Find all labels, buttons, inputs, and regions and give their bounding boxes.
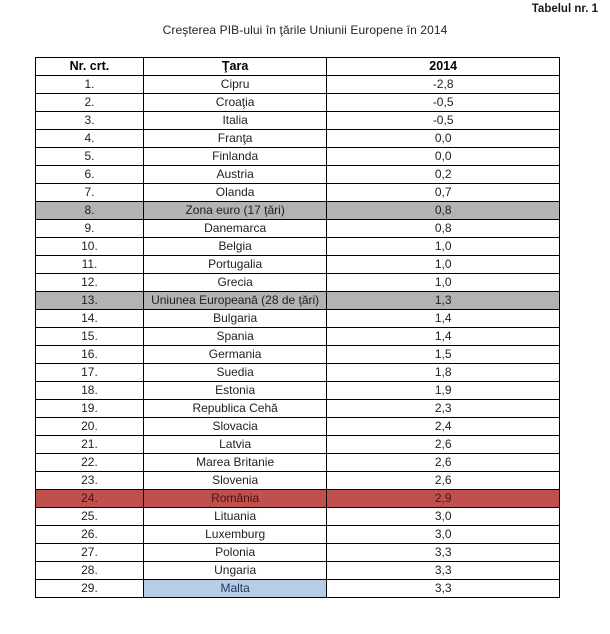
row-number-cell: 7. bbox=[36, 184, 144, 202]
value-cell: 3,3 bbox=[327, 580, 560, 598]
row-number-cell: 16. bbox=[36, 346, 144, 364]
value-cell: 1,9 bbox=[327, 382, 560, 400]
table-row bbox=[36, 292, 560, 310]
value-cell: 1,0 bbox=[327, 256, 560, 274]
table-body bbox=[36, 76, 560, 598]
value-cell: 3,0 bbox=[327, 526, 560, 544]
country-cell: Portugalia bbox=[143, 256, 326, 274]
country-cell: Slovacia bbox=[143, 418, 326, 436]
country-cell: Germania bbox=[143, 346, 326, 364]
table-row bbox=[36, 148, 560, 166]
row-number-cell: 27. bbox=[36, 544, 144, 562]
col-header-nr-crt: Nr. crt. bbox=[36, 58, 144, 76]
value-cell: -0,5 bbox=[327, 112, 560, 130]
country-cell: Marea Britanie bbox=[143, 454, 326, 472]
table-row bbox=[36, 526, 560, 544]
table-row bbox=[36, 76, 560, 94]
value-cell: 1,4 bbox=[327, 310, 560, 328]
table-row bbox=[36, 94, 560, 112]
country-cell: Zona euro (17 ţări) bbox=[143, 202, 326, 220]
country-cell: Finlanda bbox=[143, 148, 326, 166]
value-cell: 3,3 bbox=[327, 562, 560, 580]
value-cell: 0,2 bbox=[327, 166, 560, 184]
table-row bbox=[36, 328, 560, 346]
value-cell: 2,6 bbox=[327, 472, 560, 490]
row-number-cell: 12. bbox=[36, 274, 144, 292]
table-row bbox=[36, 184, 560, 202]
row-number-cell: 15. bbox=[36, 328, 144, 346]
table-row bbox=[36, 400, 560, 418]
row-number-cell: 11. bbox=[36, 256, 144, 274]
table-row bbox=[36, 418, 560, 436]
table-row bbox=[36, 166, 560, 184]
row-number-cell: 21. bbox=[36, 436, 144, 454]
col-header-country: Ţara bbox=[143, 58, 326, 76]
table-row bbox=[36, 238, 560, 256]
table-row bbox=[36, 472, 560, 490]
table-header-row bbox=[36, 58, 560, 76]
table-row bbox=[36, 490, 560, 508]
value-cell: 2,9 bbox=[327, 490, 560, 508]
table-row bbox=[36, 346, 560, 364]
country-cell: Ungaria bbox=[143, 562, 326, 580]
value-cell: 1,5 bbox=[327, 346, 560, 364]
value-cell: 1,4 bbox=[327, 328, 560, 346]
row-number-cell: 18. bbox=[36, 382, 144, 400]
table-row bbox=[36, 454, 560, 472]
table-row bbox=[36, 562, 560, 580]
row-number-cell: 26. bbox=[36, 526, 144, 544]
row-number-cell: 29. bbox=[36, 580, 144, 598]
row-number-cell: 6. bbox=[36, 166, 144, 184]
table-row bbox=[36, 580, 560, 598]
row-number-cell: 13. bbox=[36, 292, 144, 310]
value-cell: 0,8 bbox=[327, 220, 560, 238]
table-row bbox=[36, 220, 560, 238]
row-number-cell: 28. bbox=[36, 562, 144, 580]
row-number-cell: 5. bbox=[36, 148, 144, 166]
value-cell: 1,3 bbox=[327, 292, 560, 310]
table-row bbox=[36, 382, 560, 400]
row-number-cell: 19. bbox=[36, 400, 144, 418]
row-number-cell: 4. bbox=[36, 130, 144, 148]
value-cell: 0,0 bbox=[327, 130, 560, 148]
country-cell: Uniunea Europeană (28 de ţări) bbox=[143, 292, 326, 310]
country-cell: Suedia bbox=[143, 364, 326, 382]
country-cell: Malta bbox=[143, 580, 326, 598]
row-number-cell: 1. bbox=[36, 76, 144, 94]
value-cell: 2,3 bbox=[327, 400, 560, 418]
table-row bbox=[36, 274, 560, 292]
col-header-2014: 2014 bbox=[327, 58, 560, 76]
value-cell: 3,3 bbox=[327, 544, 560, 562]
country-cell: Danemarca bbox=[143, 220, 326, 238]
country-cell: Republica Cehă bbox=[143, 400, 326, 418]
value-cell: 1,0 bbox=[327, 274, 560, 292]
value-cell: 0,8 bbox=[327, 202, 560, 220]
row-number-cell: 24. bbox=[36, 490, 144, 508]
row-number-cell: 14. bbox=[36, 310, 144, 328]
country-cell: România bbox=[143, 490, 326, 508]
value-cell: 2,4 bbox=[327, 418, 560, 436]
country-cell: Franţa bbox=[143, 130, 326, 148]
country-cell: Slovenia bbox=[143, 472, 326, 490]
value-cell: 2,6 bbox=[327, 454, 560, 472]
country-cell: Grecia bbox=[143, 274, 326, 292]
country-cell: Austria bbox=[143, 166, 326, 184]
row-number-cell: 23. bbox=[36, 472, 144, 490]
table-row bbox=[36, 544, 560, 562]
row-number-cell: 9. bbox=[36, 220, 144, 238]
table-row bbox=[36, 130, 560, 148]
gdp-growth-table bbox=[35, 57, 560, 598]
value-cell: 1,0 bbox=[327, 238, 560, 256]
table-row bbox=[36, 256, 560, 274]
row-number-cell: 20. bbox=[36, 418, 144, 436]
row-number-cell: 3. bbox=[36, 112, 144, 130]
country-cell: Spania bbox=[143, 328, 326, 346]
value-cell: -2,8 bbox=[327, 76, 560, 94]
country-cell: Italia bbox=[143, 112, 326, 130]
table-row bbox=[36, 436, 560, 454]
country-cell: Luxemburg bbox=[143, 526, 326, 544]
country-cell: Latvia bbox=[143, 436, 326, 454]
country-cell: Belgia bbox=[143, 238, 326, 256]
row-number-cell: 8. bbox=[36, 202, 144, 220]
row-number-cell: 10. bbox=[36, 238, 144, 256]
country-cell: Croaţia bbox=[143, 94, 326, 112]
country-cell: Bulgaria bbox=[143, 310, 326, 328]
country-cell: Lituania bbox=[143, 508, 326, 526]
value-cell: 0,0 bbox=[327, 148, 560, 166]
table-row bbox=[36, 202, 560, 220]
value-cell: 0,7 bbox=[327, 184, 560, 202]
country-cell: Olanda bbox=[143, 184, 326, 202]
row-number-cell: 25. bbox=[36, 508, 144, 526]
value-cell: 3,0 bbox=[327, 508, 560, 526]
value-cell: -0,5 bbox=[327, 94, 560, 112]
table-row bbox=[36, 364, 560, 382]
row-number-cell: 17. bbox=[36, 364, 144, 382]
table-row bbox=[36, 310, 560, 328]
table-row bbox=[36, 112, 560, 130]
row-number-cell: 2. bbox=[36, 94, 144, 112]
country-cell: Cipru bbox=[143, 76, 326, 94]
table-row bbox=[36, 508, 560, 526]
page-title: Creşterea PIB-ului în ţările Uniunii Europene în 2014 bbox=[162, 23, 448, 37]
country-cell: Polonia bbox=[143, 544, 326, 562]
table-number-label: Tabelul nr. 1 bbox=[531, 3, 598, 15]
value-cell: 1,8 bbox=[327, 364, 560, 382]
row-number-cell: 22. bbox=[36, 454, 144, 472]
country-cell: Estonia bbox=[143, 382, 326, 400]
value-cell: 2,6 bbox=[327, 436, 560, 454]
